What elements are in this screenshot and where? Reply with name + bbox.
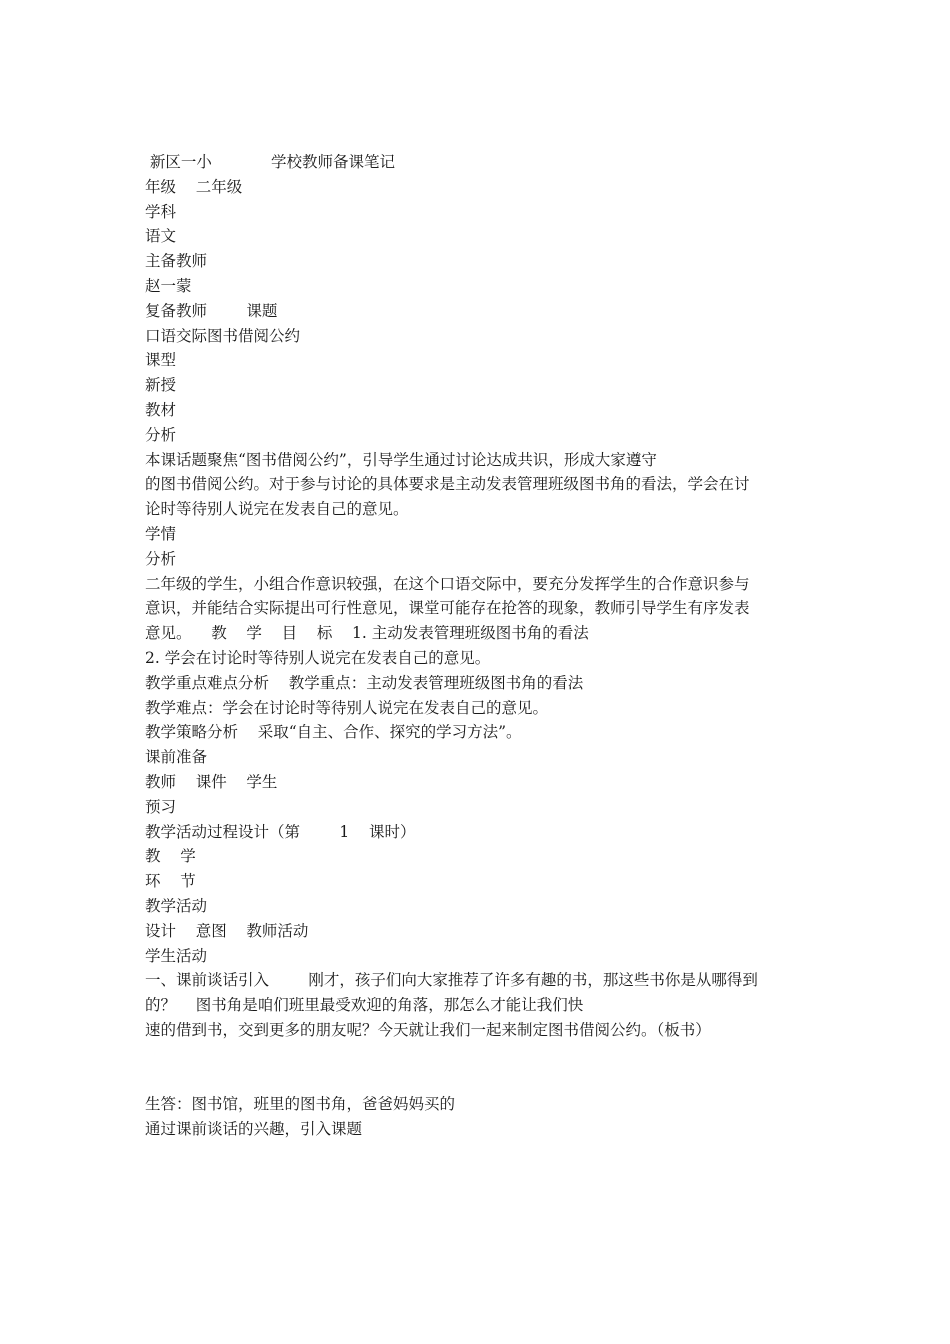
teaching-goals-line: 意见。 教 学 目 标 1. 主动发表管理班级图书角的看法 [145, 624, 589, 643]
teaching-goal-2: 2. 学会在讨论时等待别人说完在发表自己的意见。 [145, 648, 491, 667]
subject-value: 语文 [145, 227, 177, 246]
lesson-type-label: 课型 [145, 351, 177, 370]
teaching-label: 教 学 [145, 847, 196, 866]
difficulty-line: 教学难点：学会在讨论时等待别人说完在发表自己的意见。 [145, 698, 549, 717]
intro-paragraph: 的？ 图书角是咱们班里最受欢迎的角落，那怎么才能让我们快 [145, 996, 584, 1015]
student-analysis-text: 意识，并能结合实际提出可行性意见，课堂可能存在抢答的现象，教师引导学生有序发表 [145, 599, 750, 618]
intro-paragraph: 速的借到书，交到更多的朋友呢？今天就让我们一起来制定图书借阅公约。（板书） [145, 1020, 711, 1039]
lesson-type-value: 新授 [145, 376, 177, 395]
preparation-row: 教师 课件 学生 [145, 772, 278, 791]
material-label: 教材 [145, 400, 177, 419]
stage-label: 环 节 [145, 872, 196, 891]
student-answer: 生答：图书馆，班里的图书角，爸爸妈妈买的 [145, 1095, 456, 1114]
grade-row: 年级 二年级 [145, 177, 243, 196]
strategy-line: 教学策略分析 采取“自主、合作、探究的学习方法”。 [145, 723, 522, 742]
blank-line [145, 1067, 810, 1092]
material-analysis-text: 论时等待别人说完在发表自己的意见。 [145, 500, 409, 519]
preparation-label: 课前准备 [145, 748, 208, 767]
preview-label: 预习 [145, 797, 177, 816]
document-header: 新区一小 学校教师备课笔记 [145, 153, 396, 171]
material-analysis-text: 本课话题聚焦“图书借阅公约”，引导学生通过讨论达成共识，形成大家遵守 [145, 450, 657, 469]
design-intent-teacher-row: 设计 意图 教师活动 [145, 921, 309, 940]
key-points-line: 教学重点难点分析 教学重点：主动发表管理班级图书角的看法 [145, 673, 584, 692]
topic-value: 口语交际图书借阅公约 [145, 326, 301, 345]
lead-teacher-value: 赵一蒙 [145, 276, 192, 295]
blank-line [145, 1043, 810, 1068]
analysis-label: 分析 [145, 425, 177, 444]
intro-paragraph: 一、课前谈话引入 刚才，孩子们向大家推荐了许多有趣的书，那这些书你是从哪得到 [145, 971, 758, 990]
analysis-label: 分析 [145, 549, 177, 568]
process-design-title: 教学活动过程设计（第 1 课时） [145, 822, 416, 841]
intro-intent: 通过课前谈话的兴趣，引入课题 [145, 1120, 363, 1139]
co-teacher-topic-label: 复备教师 课题 [145, 301, 278, 320]
teaching-activity-label: 教学活动 [145, 896, 208, 915]
student-situation-label: 学情 [145, 524, 177, 543]
student-analysis-text: 二年级的学生，小组合作意识较强，在这个口语交际中，要充分发挥学生的合作意识参与 [145, 574, 750, 593]
lesson-plan-document [145, 150, 810, 1142]
student-activity-label: 学生活动 [145, 946, 208, 965]
lead-teacher-label: 主备教师 [145, 252, 208, 271]
subject-label: 学科 [145, 202, 177, 221]
material-analysis-text: 的图书借阅公约。对于参与讨论的具体要求是主动发表管理班级图书角的看法，学会在讨 [145, 475, 750, 494]
